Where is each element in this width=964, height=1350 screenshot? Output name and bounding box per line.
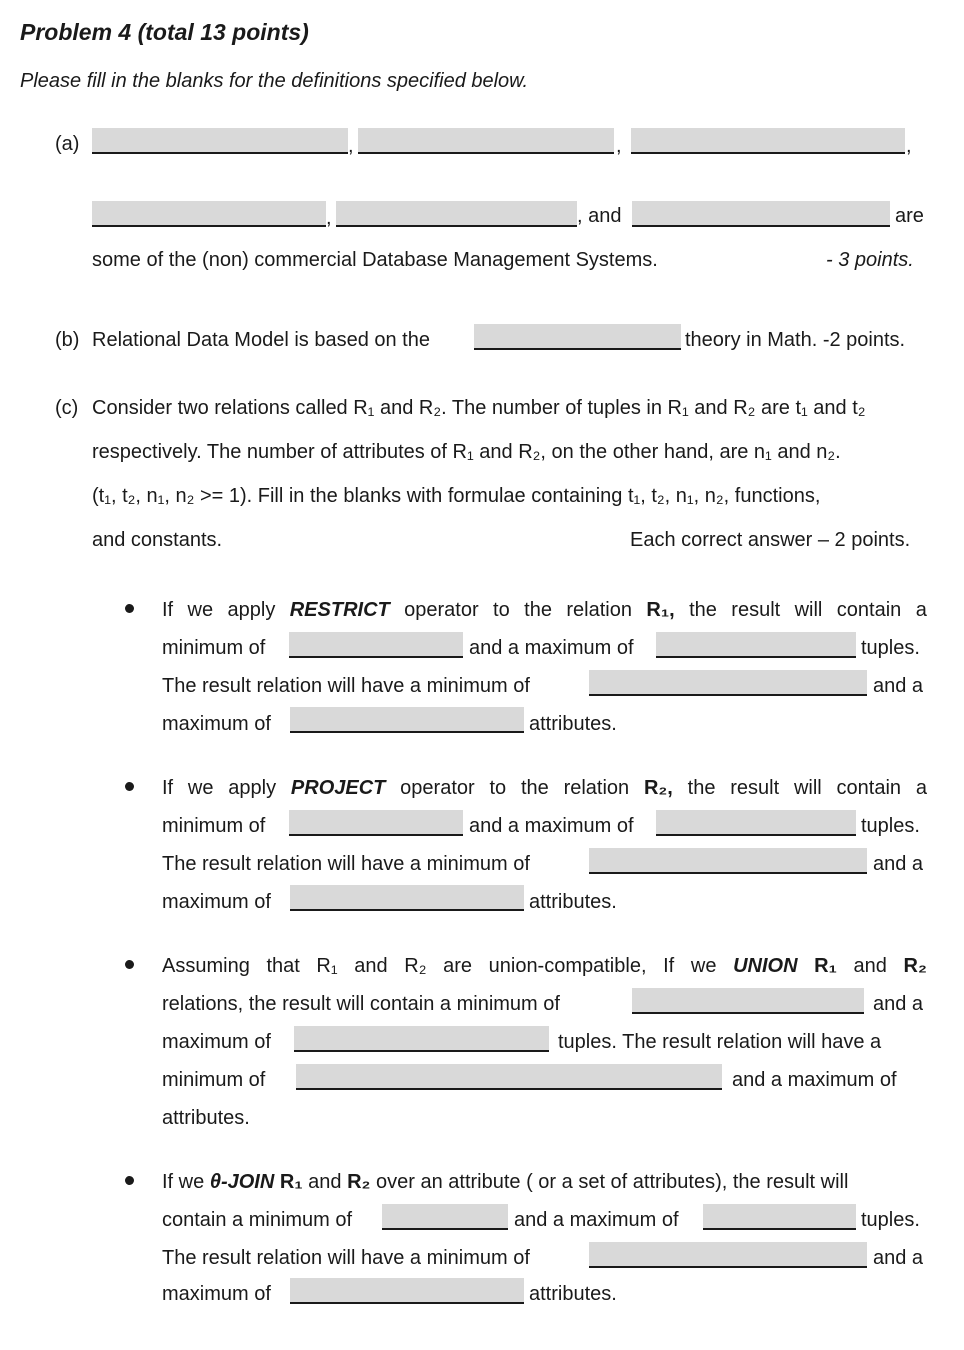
- theory-blank[interactable]: [474, 324, 681, 350]
- restrict-attributes: attributes.: [529, 713, 617, 735]
- dbms-blank-3[interactable]: [631, 128, 905, 154]
- project-attributes: attributes.: [529, 891, 617, 913]
- join-maximum-of: maximum of: [162, 1283, 271, 1305]
- join-min-attr-blank[interactable]: [589, 1242, 867, 1268]
- union-min-attr-blank[interactable]: [296, 1064, 722, 1090]
- dbms-blank-6[interactable]: [632, 201, 890, 227]
- union-line-1: Assuming that R₁ and R₂ are union-compatible, If we UNION R₁ and R₂: [162, 955, 927, 977]
- part-c-line-2: respectively. The number of attributes of R₁ and R₂, on the other hand, are n₁ and n₂.: [92, 441, 841, 463]
- join-contain-min: contain a minimum of: [162, 1209, 353, 1231]
- join-attributes: attributes.: [529, 1283, 617, 1305]
- are-text: are: [895, 205, 924, 227]
- bullet-dot: [125, 604, 134, 613]
- restrict-result-min: The result relation will have a minimum of: [162, 675, 530, 697]
- restrict-and-max: and a maximum of: [469, 637, 634, 659]
- project-tuples: tuples.: [861, 815, 920, 837]
- part-c-points: Each correct answer – 2 points.: [630, 529, 911, 551]
- restrict-tuples: tuples.: [861, 637, 920, 659]
- part-b-text-before: Relational Data Model is based on the: [92, 329, 430, 351]
- union-attributes: attributes.: [162, 1107, 250, 1129]
- join-tuples: tuples.: [861, 1209, 920, 1231]
- restrict-max-attr-blank[interactable]: [290, 707, 524, 733]
- join-and-max: and a maximum of: [514, 1209, 679, 1231]
- project-max-tuples-blank[interactable]: [656, 810, 856, 836]
- problem-title: Problem 4 (total 13 points): [20, 19, 309, 45]
- part-c-label: (c): [55, 397, 79, 419]
- project-result-min: The result relation will have a minimum of: [162, 853, 530, 875]
- part-c-line-4-left: and constants.: [92, 529, 223, 551]
- instructions: Please fill in the blanks for the definitions specified below.: [20, 70, 529, 92]
- restrict-maximum-of: maximum of: [162, 713, 271, 735]
- join-min-tuples-blank[interactable]: [382, 1204, 508, 1230]
- part-a-sentence: some of the (non) commercial Database Management Systems.: [92, 249, 658, 271]
- part-a-label: (a): [55, 133, 80, 155]
- bullet-dot: [125, 782, 134, 791]
- join-line-1: If we θ-JOIN R₁ and R₂ over an attribute ( or a set of attributes), the result will: [162, 1171, 849, 1193]
- and-text: , and: [577, 205, 622, 227]
- project-and-a: and a: [873, 853, 924, 875]
- dbms-blank-2[interactable]: [358, 128, 614, 154]
- project-maximum-of: maximum of: [162, 891, 271, 913]
- union-min-tuples-blank[interactable]: [632, 988, 864, 1014]
- part-c-line-3: (t₁, t₂, n₁, n₂ >= 1). Fill in the blanks with formulae containing t₁, t₂, n₁, n₂, functions,: [92, 485, 821, 507]
- comma-3: ,: [906, 135, 912, 157]
- project-max-attr-blank[interactable]: [290, 885, 524, 911]
- union-and-max: and a maximum of: [732, 1069, 897, 1091]
- part-b-text-after: theory in Math. -2 points.: [685, 329, 906, 351]
- part-a-points: - 3 points.: [826, 249, 914, 271]
- union-and-a: and a: [873, 993, 924, 1015]
- union-max-tuples-blank[interactable]: [294, 1026, 549, 1052]
- union-line-3-right: tuples. The result relation will have a: [558, 1031, 882, 1053]
- union-line-2: relations, the result will contain a minimum of: [162, 993, 560, 1015]
- project-and-max: and a maximum of: [469, 815, 634, 837]
- union-maximum-of: maximum of: [162, 1031, 271, 1053]
- project-min-attr-blank[interactable]: [589, 848, 867, 874]
- dbms-blank-4[interactable]: [92, 201, 326, 227]
- restrict-line-1: If we apply RESTRICT operator to the relation R₁, the result will contain a: [162, 599, 927, 621]
- project-min-tuples-blank[interactable]: [289, 810, 463, 836]
- join-result-min: The result relation will have a minimum of: [162, 1247, 530, 1269]
- dbms-blank-5[interactable]: [336, 201, 577, 227]
- bullet-dot: [125, 1176, 134, 1185]
- project-minimum-of: minimum of: [162, 815, 266, 837]
- restrict-and-a: and a: [873, 675, 924, 697]
- restrict-min-tuples-blank[interactable]: [289, 632, 463, 658]
- part-c-line-1: Consider two relations called R₁ and R₂. The number of tuples in R₁ and R₂ are t₁ and t₂: [92, 397, 866, 419]
- union-minimum-of: minimum of: [162, 1069, 266, 1091]
- bullet-dot: [125, 960, 134, 969]
- restrict-max-tuples-blank[interactable]: [656, 632, 856, 658]
- dbms-blank-1[interactable]: [92, 128, 348, 154]
- project-line-1: If we apply PROJECT operator to the relation R₂, the result will contain a: [162, 777, 927, 799]
- comma-1: ,: [348, 135, 354, 157]
- join-and-a: and a: [873, 1247, 924, 1269]
- part-b-label: (b): [55, 329, 80, 351]
- comma-2: ,: [616, 135, 622, 157]
- join-max-attr-blank[interactable]: [290, 1278, 524, 1304]
- join-max-tuples-blank[interactable]: [703, 1204, 856, 1230]
- restrict-minimum-of: minimum of: [162, 637, 266, 659]
- restrict-min-attr-blank[interactable]: [589, 670, 867, 696]
- comma-4: ,: [326, 207, 332, 229]
